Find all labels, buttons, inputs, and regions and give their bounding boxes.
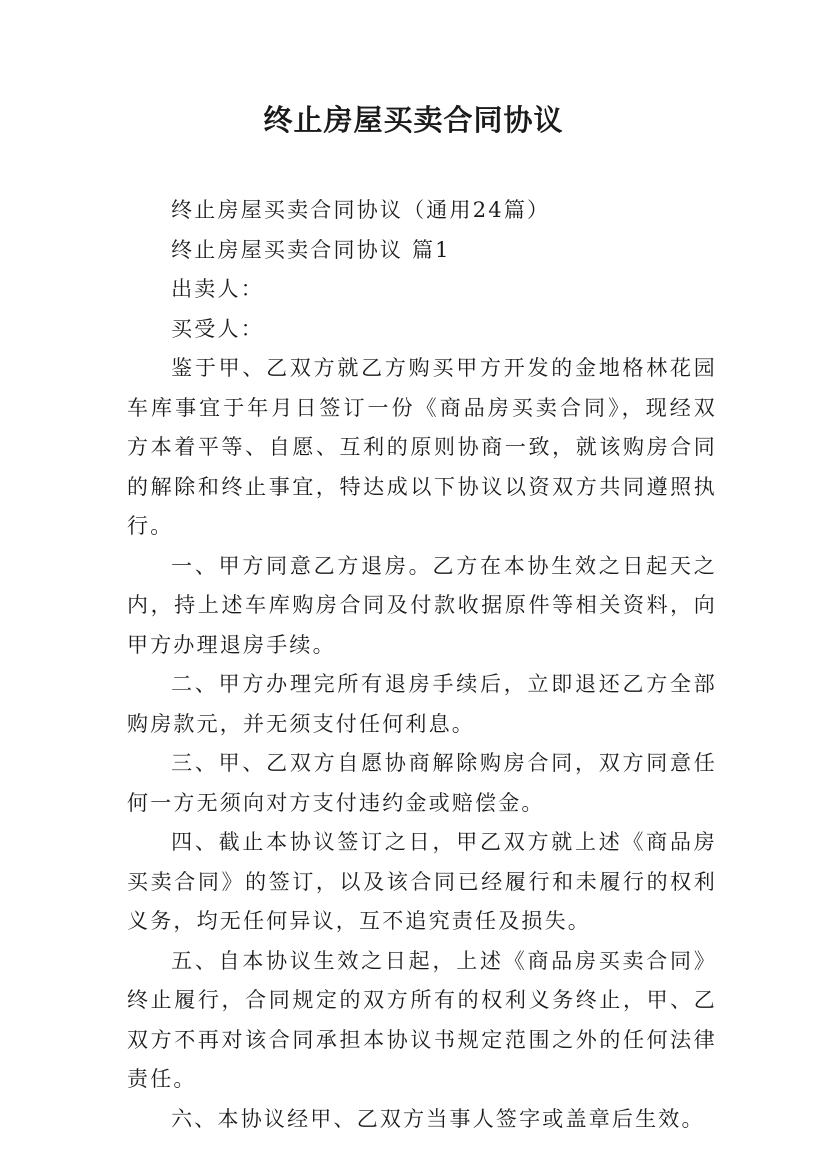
clause-3: 三、甲、乙双方自愿协商解除购房合同，双方同意任何一方无须向对方支付违约金或赔偿金。 — [127, 751, 717, 815]
buyer-line: 买受人： — [171, 316, 264, 341]
clause-6: 六、本协议经甲、乙双方当事人签字或盖章后生效。 — [171, 1106, 705, 1131]
document-title: 终止房屋买卖合同协议 — [263, 103, 564, 137]
clause-1: 一、甲方同意乙方退房。乙方在本协生效之日起天之内，持上述车库购房合同及付款收据原件等相关资料，向甲方办理退房手续。 — [127, 553, 717, 657]
preamble-paragraph: 鉴于甲、乙双方就乙方购买甲方开发的金地格林花园车库事宜于年月日签订一份《商品房买卖合同》，现经双方本着平等、自愿、互利的原则协商一致，就该购房合同的解除和终止事宜，特达成以下协议以资双方共同遵照执行。 — [127, 356, 717, 538]
clause-4: 四、截止本协议签订之日，甲乙双方就上述《商品房买卖合同》的签订，以及该合同已经履行和未履行的权利义务，均无任何异议，互不追究责任及损失。 — [127, 830, 717, 933]
clause-2: 二、甲方办理完所有退房手续后，立即退还乙方全部购房款元，并无须支付任何利息。 — [127, 672, 717, 736]
clause-5: 五、自本协议生效之日起，上述《商品房买卖合同》终止履行，合同规定的双方所有的权利义务终止，甲、乙双方不再对该合同承担本协议书规定范围之外的任何法律责任。 — [127, 948, 717, 1091]
subtitle-paragraph: 终止房屋买卖合同协议（通用24篇） — [171, 198, 551, 222]
seller-line: 出卖人： — [171, 277, 264, 301]
document-body — [127, 191, 717, 1139]
section-heading: 终止房屋买卖合同协议 篇1 — [171, 237, 451, 262]
